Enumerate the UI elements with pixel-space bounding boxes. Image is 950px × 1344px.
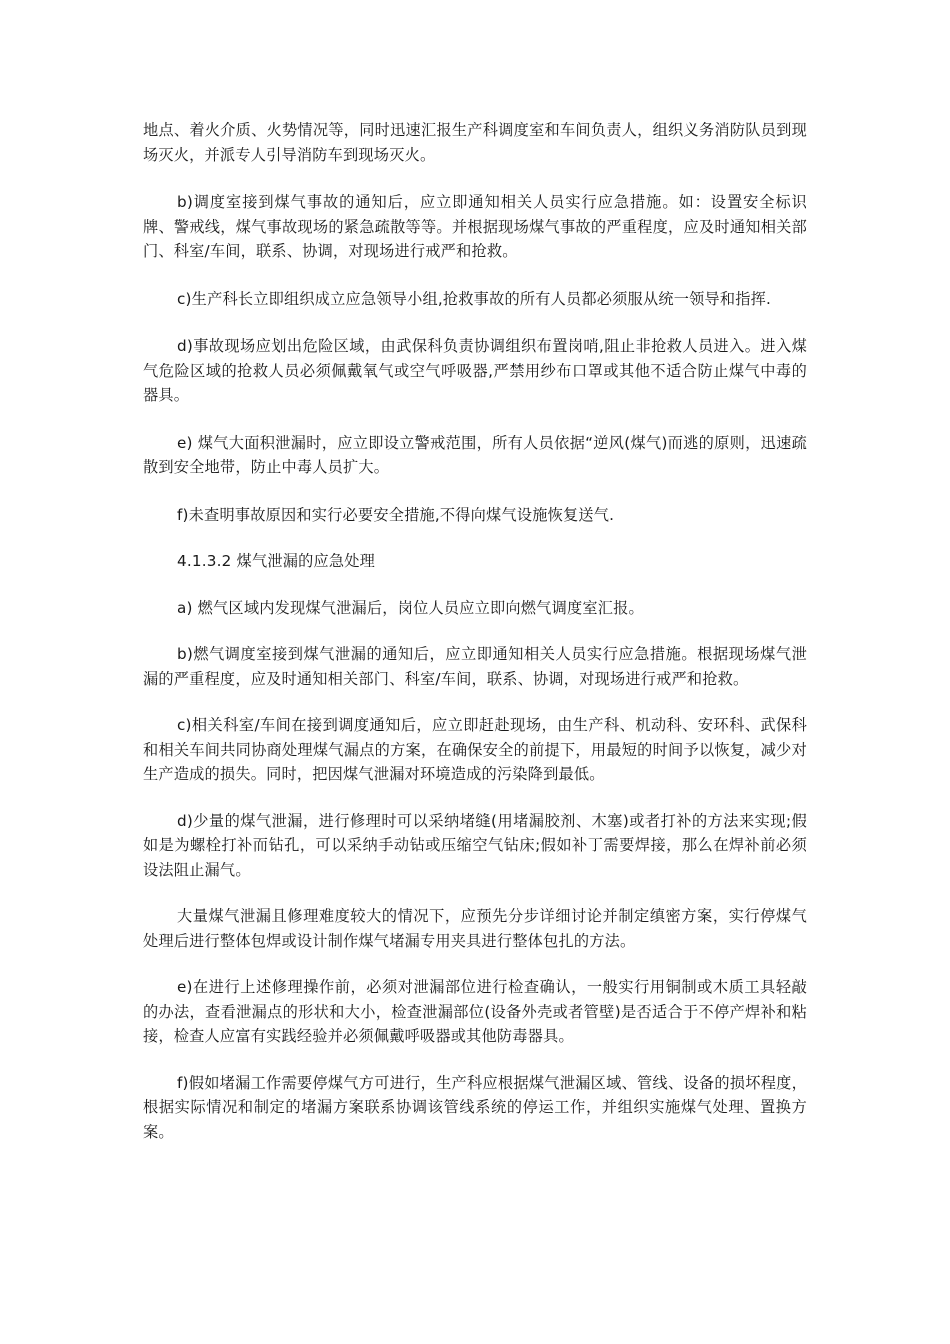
paragraph-c-leadership: c)生产科长立即组织成立应急领导小组,抢救事故的所有人员都必须服从统一领导和指挥. <box>177 289 772 308</box>
paragraph-b-dispatch: b)调度室接到煤气事故的通知后，应立即通知相关人员实行应急措施。如：设置安全标识牌、警戒线，煤气事故现场的紧急疏散等等。并根据现场煤气事故的严重程度，应及时通知相关部门、科室/车间，联系、协调，对现场进行戒严和抢救。 <box>143 193 807 260</box>
paragraph-e-evacuation: e) 煤气大面积泄漏时，应立即设立警戒范围，所有人员依据“逆风(煤气)而逃的原则，迅速疏散到安全地带，防止中毒人员扩大。 <box>143 433 807 476</box>
paragraph-c-departments: c)相关科室/车间在接到调度通知后，应立即赶赴现场，由生产科、机动科、安环科、武保科和相关车间共同协商处理煤气漏点的方案，在确保安全的前提下，用最短的时间予以恢复，减少对生产造成的损失。同时，把因煤气泄漏对环境造成的污染降到最低。 <box>143 716 807 783</box>
paragraph-a-leak-report: a) 燃气区域内发现煤气泄漏后，岗位人员应立即向燃气调度室汇报。 <box>177 598 644 617</box>
paragraph-b-leak-dispatch: b)燃气调度室接到煤气泄漏的通知后，应立即通知相关人员实行应急措施。根据现场煤气泄漏的严重程度，应及时通知相关部门、科室/车间，联系、协调，对现场进行戒严和抢救。 <box>143 645 807 688</box>
paragraph-d-minor-leak: d)少量的煤气泄漏，进行修理时可以采纳堵缝(用堵漏胶剂、木塞)或者打补的方法来实现;假如是为螺栓打补而钻孔，可以采纳手动钻或压缩空气钻床;假如补丁需要焊接，那么在焊补前必须设法阻止漏气。 <box>143 811 807 879</box>
paragraph-fire-intro: 地点、着火介质、火势情况等，同时迅速汇报生产科调度室和车间负责人，组织义务消防队员到现场灭火，并派专人引导消防车到现场灭火。 <box>143 121 807 164</box>
paragraph-f-resume-gas: f)未查明事故原因和实行必要安全措施,不得向煤气设施恢复送气. <box>177 505 615 524</box>
paragraph-e-inspection: e)在进行上述修理操作前，必须对泄漏部位进行检查确认，一般实行用铜制或木质工具轻敲的办法，查看泄漏点的形状和大小，检查泄漏部位(设备外壳或者管壁)是否适合于不停产焊补和粘接，检查人应富有实践经验并必须佩戴呼吸器或其他防毒器具。 <box>143 978 807 1045</box>
paragraph-f-shutdown: f)假如堵漏工作需要停煤气方可进行，生产科应根据煤气泄漏区域、管线、设备的损坏程度，根据实际情况和制定的堵漏方案联系协调该管线系统的停运工作，并组织实施煤气处理、置换方案。 <box>143 1073 807 1141</box>
paragraph-major-leak: 大量煤气泄漏且修理难度较大的情况下，应预先分步详细讨论并制定缜密方案，实行停煤气处理后进行整体包焊或设计制作煤气堵漏专用夹具进行整体包扎的方法。 <box>143 907 807 950</box>
paragraph-d-danger-zone: d)事故现场应划出危险区域，由武保科负责协调组织布置岗哨,阻止非抢救人员进入。进入煤气危险区域的抢救人员必须佩戴氧气或空气呼吸器,严禁用纱布口罩或其他不适合防止煤气中毒的器具。 <box>143 337 807 404</box>
document-page <box>143 118 807 1144</box>
section-heading-4-1-3-2: 4.1.3.2 煤气泄漏的应急处理 <box>177 552 376 570</box>
